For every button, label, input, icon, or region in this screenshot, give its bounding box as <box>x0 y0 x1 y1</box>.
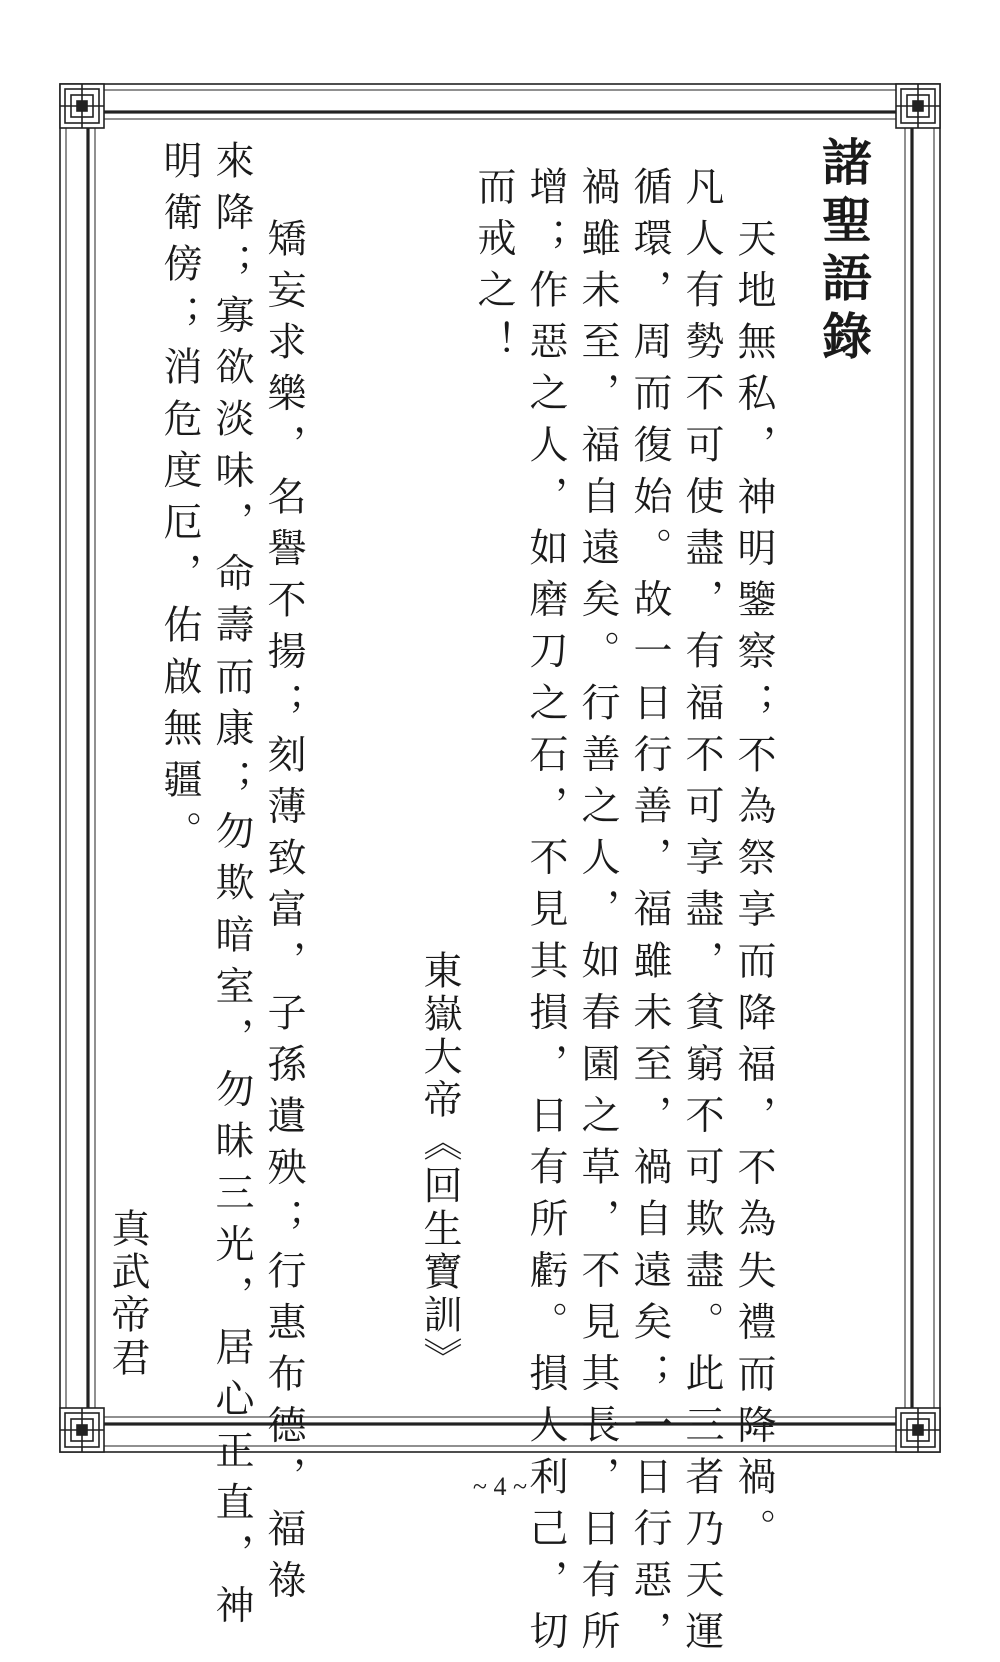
page-title: 諸聖語錄 <box>814 136 873 368</box>
text-column: 禍雖未至，福自遠矣。行善之人，如春園之草，不見其長，日有所 <box>575 166 620 1662</box>
text-column: 凡人有勢不可使盡，有福不可享盡，貧窮不可欺盡。此三者乃天運 <box>679 166 724 1662</box>
text-column: 循環，周而復始。故一日行善，福雖未至，禍自遠矣；一日行惡， <box>627 166 672 1662</box>
signature-dongyue: 東嶽大帝《回生寶訓》 <box>417 950 462 1380</box>
text-column: 明衛傍；消危度厄，佑啟無疆。 <box>157 140 202 863</box>
vertical-text-area <box>98 128 890 1662</box>
text-column: 矯妄求樂，名譽不揚；刻薄致富，子孫遺殃；行惠布德，福祿 <box>261 218 306 1612</box>
page-number: ~ 4 ~ <box>472 1472 528 1501</box>
text-column: 而戒之！ <box>471 166 516 373</box>
text-column: 天地無私，神明鑒察；不為祭享而降福，不為失禮而降禍。 <box>731 218 776 1560</box>
text-column: 增；作惡之人，如磨刀之石，不見其損，日有所虧。損人利己，切 <box>523 166 568 1662</box>
signature-zhenwu: 真武帝君 <box>105 1208 150 1380</box>
text-column: 來降；寡欲淡味，命壽而康；勿欺暗室，勿昧三光，居心正直，神 <box>209 140 254 1637</box>
